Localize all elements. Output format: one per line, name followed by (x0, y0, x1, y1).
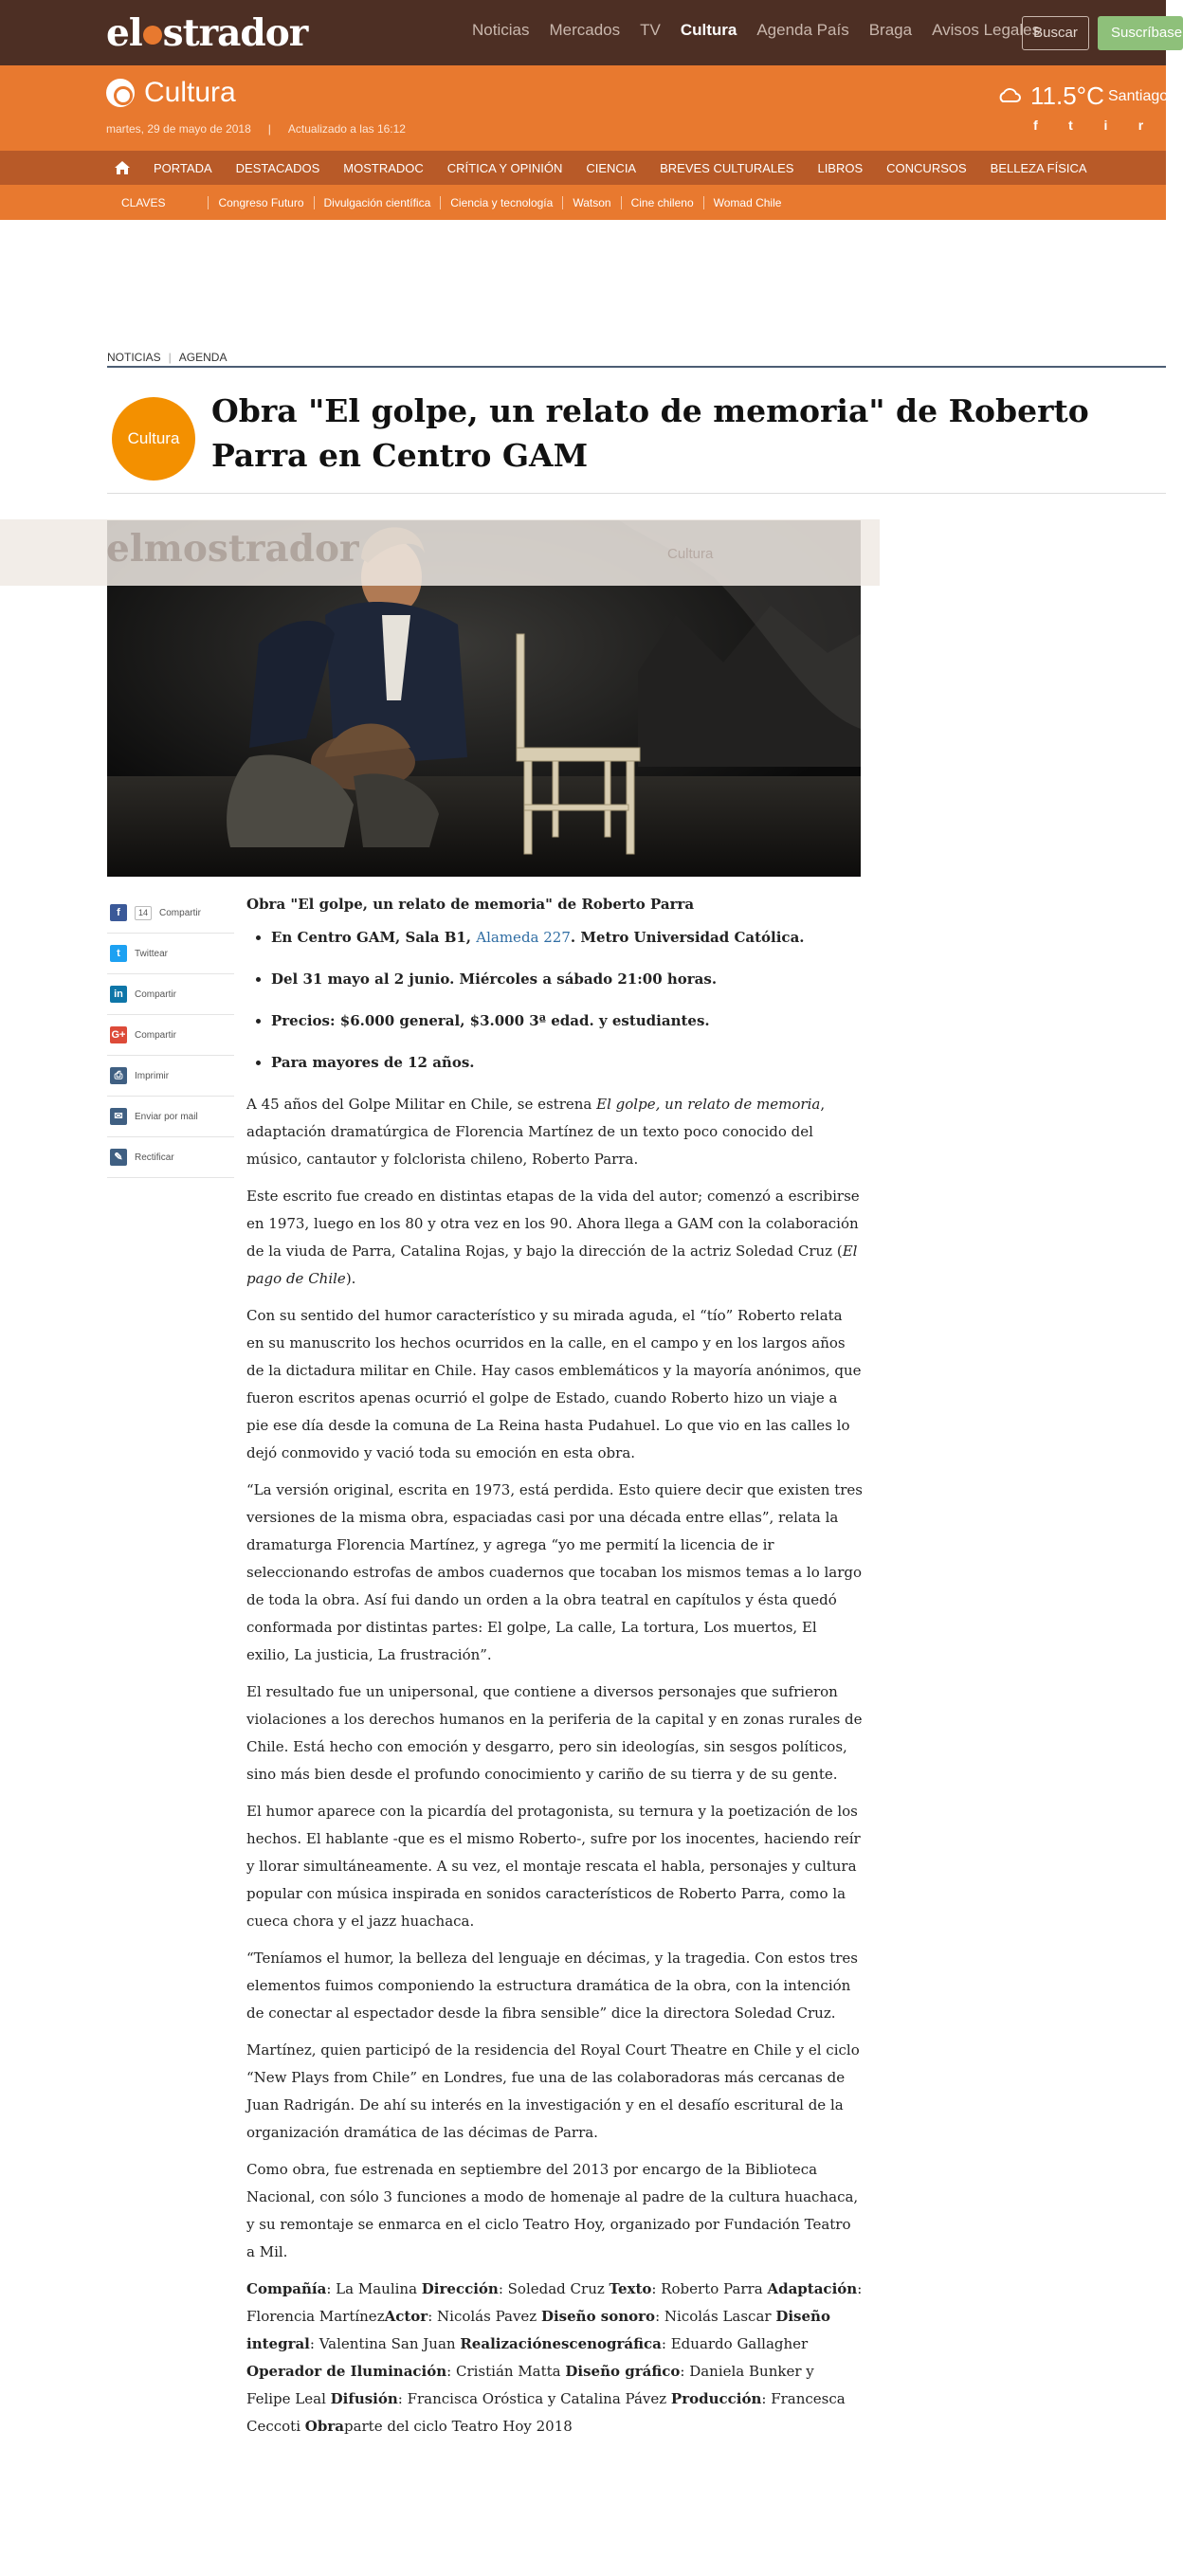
share-count: 14 (135, 906, 152, 920)
article-body (246, 891, 863, 2450)
sub-nav-item[interactable]: Congreso Futuro (208, 196, 313, 209)
sub-nav-item[interactable]: Ciencia y tecnología (440, 196, 562, 209)
share-label: Enviar por mail (135, 1111, 198, 1122)
home-icon[interactable] (114, 159, 131, 176)
eye-icon (106, 79, 135, 107)
credit-role: Dirección (421, 2280, 499, 2297)
paragraph: El humor aparece con la picardía del protagonista, su ternura y la poetización de los hechos. El hablante -que es el mismo Roberto-, sufre por los inocentes, haciendo reír y llorar simultáneamente. A su vez, el montaje rescata el habla, personajes y cultura popular con música inspirada en sonidos característicos de Roberto Parra, como la cueca chora y el jazz huachaca. (246, 1803, 861, 1930)
paragraph: “Teníamos el humor, la belleza del lenguaje en décimas, y la tragedia. Con estos tres elementos fuimos componiendo la estructura dramática de la obra, con la intención de conectar al espectador desde la fibra sensible” dice la directora Soledad Cruz. (246, 1950, 858, 2022)
play-title: El pago de Chile (246, 1243, 858, 1287)
play-title: El golpe, un relato de memoria (596, 1096, 821, 1113)
credit-role: Actor (384, 2308, 428, 2325)
credit-name: : La Maulina (326, 2280, 422, 2297)
linkedin-icon: in (110, 986, 127, 1003)
main-nav-item[interactable]: LIBROS (817, 161, 864, 175)
share-twitter-button[interactable] (107, 934, 234, 974)
credit-name: : Valentina San Juan (309, 2335, 461, 2352)
paragraph: “La versión original, escrita en 1973, está perdida. Esto quiere decir que existen tres versiones de la misma obra, espaciadas casi por una década entre ellas”, relata la dramaturga Florencia Martínez, y agrega “yo me permití la licencia de ir seleccionando estrofas de ambos cuadernos que tocaban los mismos temas a lo largo de toda la obra. Así fui dando un orden a la obra teatral en capítulos y ésta quedó conformada por distintas partes: El golpe, La calle, La tortura, Los muertos, El exilio, La justicia, La frustración”. (246, 1481, 863, 1663)
sub-nav-item[interactable]: Womad Chile (703, 196, 792, 209)
sub-nav-item[interactable]: Cine chileno (621, 196, 703, 209)
paragraph-text: ). (345, 1270, 356, 1287)
section-header (0, 65, 1169, 151)
article-lead: Obra "El golpe, un relato de memoria" de Roberto Parra (246, 896, 695, 913)
edit-icon: ✎ (110, 1149, 127, 1166)
date-separator: | (267, 122, 271, 136)
top-nav (472, 21, 1040, 40)
detail-venue (271, 924, 863, 951)
breadcrumb (107, 351, 1166, 368)
paragraph (246, 1091, 863, 1173)
credit-name: : Daniela Bunker y Felipe Leal (246, 2363, 814, 2407)
search-button[interactable]: Buscar (1022, 16, 1089, 50)
subscribe-button[interactable]: Suscríbase (1098, 16, 1183, 50)
email-button[interactable] (107, 1097, 234, 1137)
paragraph: Con su sentido del humor característico y su mirada aguda, el “tío” Roberto relata en su manuscrito los hechos ocurridos en la calle, en el campo y en los largos años de la dictadura militar en Chile. Hay casos emblemáticos y la mayoría anónimos, que fueron escritos apenas ocurrió el golpe de Estado, cuando Roberto hizo un viaje a pie ese día desde la comuna de La Reina hasta Pudahuel. Lo que vio en las calles lo dejó conmovido y vació toda su emoción en esta obra. (246, 1307, 862, 1461)
top-nav-avisos-legales[interactable]: Avisos Legales (932, 21, 1041, 39)
credit-role: Producción (670, 2390, 762, 2407)
twitter-icon[interactable]: t (1068, 118, 1073, 133)
updated-text: Actualizado a las 16:12 (287, 122, 406, 136)
headline-divider (107, 493, 1166, 494)
credit-role: Realizaciónescenográfica (460, 2335, 662, 2352)
main-nav-items (154, 161, 1087, 175)
main-nav-item[interactable]: MOSTRADOC (343, 161, 424, 175)
top-nav-noticias[interactable]: Noticias (472, 21, 530, 39)
facebook-icon: f (110, 904, 127, 921)
top-nav-agenda-pais[interactable]: Agenda País (756, 21, 849, 39)
main-nav-item[interactable]: CONCURSOS (886, 161, 967, 175)
sticky-logo: elmostrador (106, 527, 359, 571)
credit-name: : Nicolás Pavez (428, 2308, 541, 2325)
detail-venue-text: En Centro GAM, Sala B1, (271, 929, 477, 946)
temperature: 11.5°C (1030, 82, 1104, 110)
main-nav-item[interactable]: CRÍTICA Y OPINIÓN (446, 161, 563, 175)
sticky-section-label: Cultura (667, 546, 714, 562)
credits (246, 2276, 863, 2440)
credit-name: : Eduardo Gallagher (661, 2335, 809, 2352)
print-icon: ⎙ (110, 1067, 127, 1084)
print-button[interactable] (107, 1056, 234, 1097)
detail-dates: • Del 31 mayo al 2 junio. Miércoles a sábado 21:00 horas. (271, 966, 863, 992)
mail-icon: ✉ (110, 1108, 127, 1125)
credit-role: Diseño sonoro (540, 2308, 656, 2325)
credit-name: parte del ciclo Teatro Hoy 2018 (343, 2418, 573, 2435)
paragraph: Martínez, quien participó de la residencia del Royal Court Theatre en Chile y el ciclo “New Plays from Chile” en Londres, fue una de las colaboradoras más cercanas de Juan Radrigán. De ahí su interés en la investigación y en el desafío escritural de la organización dramática de las décimas de Parra. (246, 2041, 860, 2141)
sub-nav-item[interactable]: Watson (562, 196, 620, 209)
sub-nav-claves: CLAVES (121, 196, 166, 209)
logo-text-right: strador (162, 11, 308, 55)
sub-nav-item[interactable]: Divulgación científica (314, 196, 441, 209)
section-date (106, 122, 406, 136)
credit-name: : Cristián Matta (446, 2363, 566, 2380)
detail-venue-metro: . Metro Universidad Católica. (570, 929, 805, 946)
share-sidebar (107, 893, 234, 1178)
share-facebook-button[interactable] (107, 893, 234, 934)
share-linkedin-button[interactable] (107, 974, 234, 1015)
credit-name: : Nicolás Lascar (655, 2308, 776, 2325)
site-logo[interactable] (106, 11, 307, 55)
event-details-list (271, 924, 863, 1076)
logo-text-left: el (106, 11, 142, 55)
section-title: Cultura (144, 77, 236, 108)
paragraph (246, 1183, 863, 1293)
credit-role: Difusión (330, 2390, 398, 2407)
top-nav-braga[interactable]: Braga (868, 21, 913, 39)
rss-icon[interactable]: r (1138, 118, 1144, 133)
share-label: Compartir (159, 907, 201, 918)
credit-role: Obra (304, 2418, 344, 2435)
facebook-icon[interactable]: f (1033, 118, 1038, 133)
twitter-icon: t (110, 945, 127, 962)
breadcrumb-separator: | (168, 351, 172, 364)
main-nav-item[interactable]: DESTACADOS (235, 161, 320, 175)
credit-role: Compañía (246, 2280, 327, 2297)
main-nav-item[interactable]: BREVES CULTURALES (660, 161, 794, 175)
credit-role: Texto (609, 2280, 652, 2297)
credit-name: : Roberto Parra (651, 2280, 768, 2297)
logo-dot (143, 26, 162, 45)
paragraph: Como obra, fue estrenada en septiembre del 2013 por encargo de la Biblioteca Nacional, con sólo 3 funciones a modo de homenaje al padre de la cultura huachaca, y su remontaje se enmarca en el ciclo Teatro Hoy, organizado por Fundación Teatro a Mil. (246, 2161, 859, 2260)
address-link[interactable]: Alameda 227 (476, 929, 571, 946)
sub-nav (0, 185, 1166, 220)
detail-age: • Para mayores de 12 años. (271, 1049, 863, 1076)
top-bar (0, 0, 1183, 65)
top-nav-tv[interactable]: TV (640, 21, 661, 39)
googleplus-icon: G+ (110, 1026, 127, 1043)
rectify-button[interactable] (107, 1137, 234, 1178)
section-badge: Cultura (112, 397, 195, 481)
credit-name: : Francesca Ceccoti (246, 2390, 846, 2435)
social-links (1028, 118, 1149, 134)
share-label: Compartir (135, 989, 176, 1000)
share-label: Imprimir (135, 1070, 170, 1081)
top-nav-mercados[interactable]: Mercados (549, 21, 621, 39)
paragraph-text: , adaptación dramatúrgica de Florencia Martínez de un texto poco conocido del músico, cantautor y folclorista chileno, Roberto Parra. (246, 1096, 826, 1168)
sticky-header-overlay (0, 519, 880, 586)
credit-role: Diseño gráfico (565, 2363, 681, 2380)
date-text: martes, 29 de mayo de 2018 (106, 122, 251, 136)
credit-name: : Soledad Cruz (498, 2280, 610, 2297)
city-name: Santiago (1108, 88, 1169, 104)
main-nav (0, 151, 1166, 185)
credit-role: Diseño integral (246, 2308, 830, 2352)
credit-role: Adaptación (767, 2280, 858, 2297)
credit-name: : Francisca Oróstica y Catalina Pávez (397, 2390, 671, 2407)
breadcrumb-noticias[interactable]: NOTICIAS (107, 351, 161, 364)
top-nav-cultura[interactable]: Cultura (680, 21, 737, 39)
share-label: Twittear (135, 948, 169, 959)
paragraph-text: A 45 años del Golpe Militar en Chile, se estrena (246, 1096, 597, 1113)
paragraph: El resultado fue un unipersonal, que contiene a diversos personajes que sufrieron violaciones a los derechos humanos en la periferia de la capital y en zonas rurales de Chile. Está hecho con emoción y desgarro, pero sin ideologías, sin sesgos políticos, sino más bien desde el profundo conocimiento y cariño de su tierra y de su gente. (246, 1683, 863, 1783)
credit-role: Operador de Iluminación (246, 2363, 447, 2380)
main-nav-item[interactable]: CIENCIA (586, 161, 637, 175)
sub-nav-items (112, 196, 791, 209)
share-googleplus-button[interactable] (107, 1015, 234, 1056)
instagram-icon[interactable]: i (1103, 118, 1108, 133)
breadcrumb-agenda[interactable]: AGENDA (178, 351, 228, 364)
share-label: Compartir (135, 1029, 176, 1041)
article-headline: Obra "El golpe, un relato de memoria" de Roberto Parra en Centro GAM (211, 392, 1089, 474)
main-nav-item[interactable]: BELLEZA FÍSICA (990, 161, 1087, 175)
detail-prices: • Precios: $6.000 general, $3.000 3ª edad. y estudiantes. (271, 1007, 863, 1034)
share-label: Rectificar (135, 1152, 174, 1163)
paragraph-text: Este escrito fue creado en distintas etapas de la vida del autor; comenzó a escribirse en 1973, luego en los 80 y otra vez en los 90. Ahora llega a GAM con la colaboración de la viuda de Parra, Catalina Rojas, y bajo la dirección de la actriz Soledad Cruz ( (246, 1188, 860, 1260)
credit-name: : Florencia Martínez (246, 2280, 863, 2325)
cloud-icon (997, 86, 1022, 105)
main-nav-item[interactable]: PORTADA (154, 161, 212, 175)
